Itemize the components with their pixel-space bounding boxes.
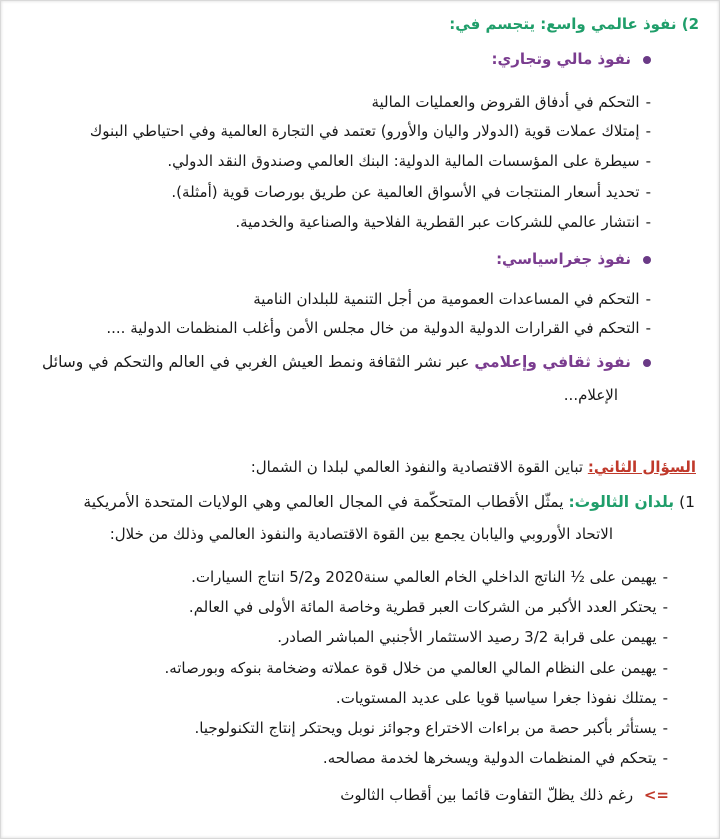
bullet-icon [643, 256, 651, 264]
geopolitical-item-text: التحكم في المساعدات العمومية من أجل التنمية للبلدان النامية [253, 290, 640, 308]
question-2 [251, 456, 696, 478]
financial-item-text: التحكم في أدفاق القروض والعمليات المالية [371, 93, 640, 111]
triad-text-line1: يمثّل الأقطاب المتحكّمة في المجال العالمي وهي الولايات المتحدة الأمريكية [83, 493, 564, 511]
triad-item-text: يتحكم في المنظمات الدولية ويسخرها لخدمة مصالحه. [322, 749, 657, 767]
cultural-text-line2: الإعلام... [563, 386, 618, 404]
conclusion [340, 784, 669, 806]
triad-number: 1) [679, 493, 695, 511]
triad-item [336, 687, 668, 709]
triad-item [189, 596, 668, 618]
triad-item [164, 657, 668, 679]
financial-item [235, 211, 651, 233]
section-2-heading [449, 13, 699, 35]
financial-item-text: سيطرة على المؤسسات المالية الدولية: البنك العالمي وصندوق النقد الدولي. [167, 152, 640, 170]
triad-item [277, 626, 668, 648]
dash-marker: - [662, 689, 668, 707]
triad-line-1 [83, 491, 695, 513]
dash-marker: - [645, 319, 651, 337]
section-2-heading-text: 2) نفوذ عالمي واسع: يتجسم في: [449, 15, 699, 33]
cultural-line-2 [564, 384, 618, 406]
triad-line-2 [110, 523, 613, 545]
financial-bullet [492, 48, 651, 70]
geopolitical-item-text: التحكم في القرارات الدولية الدولية من خال مجلس الأمن وأغلب المنظمات الدولية .... [106, 319, 640, 337]
bullet-icon [643, 56, 651, 64]
geopolitical-title: نفوذ جغراسياسي: [496, 250, 631, 268]
triad-text-line2: الاتحاد الأوروبي واليابان يجمع بين القوة الاقتصادية والنفوذ العالمي وذلك من خلال: [109, 525, 613, 543]
geopolitical-bullet [496, 248, 651, 270]
financial-item-text: تحديد أسعار المنتجات في الأسواق العالمية عن طريق بورصات قوية (أمثلة). [171, 183, 640, 201]
dash-marker: - [645, 122, 651, 140]
financial-item [90, 120, 651, 142]
triad-item [195, 717, 668, 739]
dash-marker: - [645, 152, 651, 170]
financial-item [167, 150, 651, 172]
question-2-text: تباين القوة الاقتصادية والنفوذ العالمي لبلدا ن الشمال: [250, 458, 584, 476]
dash-marker: - [662, 659, 668, 677]
triad-item-text: يهيمن على النظام المالي العالمي من خلال قوة عملاته وضخامة بنوكه وبورصاته. [164, 659, 657, 677]
dash-marker: - [662, 749, 668, 767]
triad-item-text: يستأثر بأكبر حصة من براءات الاختراع وجوائز نوبل ويحتكر إنتاج التكنولوجيا. [194, 719, 657, 737]
dash-marker: - [662, 598, 668, 616]
geopolitical-item [253, 288, 651, 310]
triad-item [191, 566, 668, 588]
financial-item-text: انتشار عالمي للشركات عبر القطرية الفلاحية والصناعية والخدمية. [235, 213, 640, 231]
geopolitical-item [106, 317, 651, 339]
financial-title: نفوذ مالي وتجاري: [491, 50, 631, 68]
cultural-bullet [42, 351, 651, 373]
cultural-text-line1: عبر نشر الثقافة ونمط العيش الغربي في العالم والتحكم في وسائل [42, 353, 470, 371]
triad-item-text: يهيمن على قرابة 3/2 رصيد الاستثمار الأجنبي المباشر الصادر. [277, 628, 657, 646]
triad-item-text: يهيمن على ½ الناتج الداخلي الخام العالمي سنة2020 و5/2 انتاج السيارات. [191, 568, 657, 586]
dash-marker: - [662, 719, 668, 737]
bullet-icon [643, 359, 651, 367]
triad-item-text: يحتكر العدد الأكبر من الشركات العبر قطرية وخاصة المائة الأولى في العالم. [188, 598, 657, 616]
arrow-icon: <= [643, 786, 669, 804]
dash-marker: - [662, 628, 668, 646]
dash-marker: - [645, 93, 651, 111]
dash-marker: - [645, 290, 651, 308]
triad-item [323, 747, 668, 769]
dash-marker: - [662, 568, 668, 586]
financial-item [371, 91, 651, 113]
question-2-label: السؤال الثاني: [587, 458, 696, 476]
triad-item-text: يمتلك نفوذا جغرا سياسيا قويا على عديد المستويات. [335, 689, 657, 707]
financial-item [171, 181, 651, 203]
cultural-title: نفوذ ثقافي وإعلامي [474, 353, 631, 371]
conclusion-text: رغم ذلك يظلّ التفاوت قائما بين أقطاب الثالوث [340, 786, 634, 804]
financial-item-text: إمتلاك عملات قوية (الدولار واليان والأورو) تعتمد في التجارة العالمية وفي احتياطي البنوك [89, 122, 640, 140]
dash-marker: - [645, 213, 651, 231]
dash-marker: - [645, 183, 651, 201]
triad-label: بلدان الثالوث: [568, 493, 675, 511]
